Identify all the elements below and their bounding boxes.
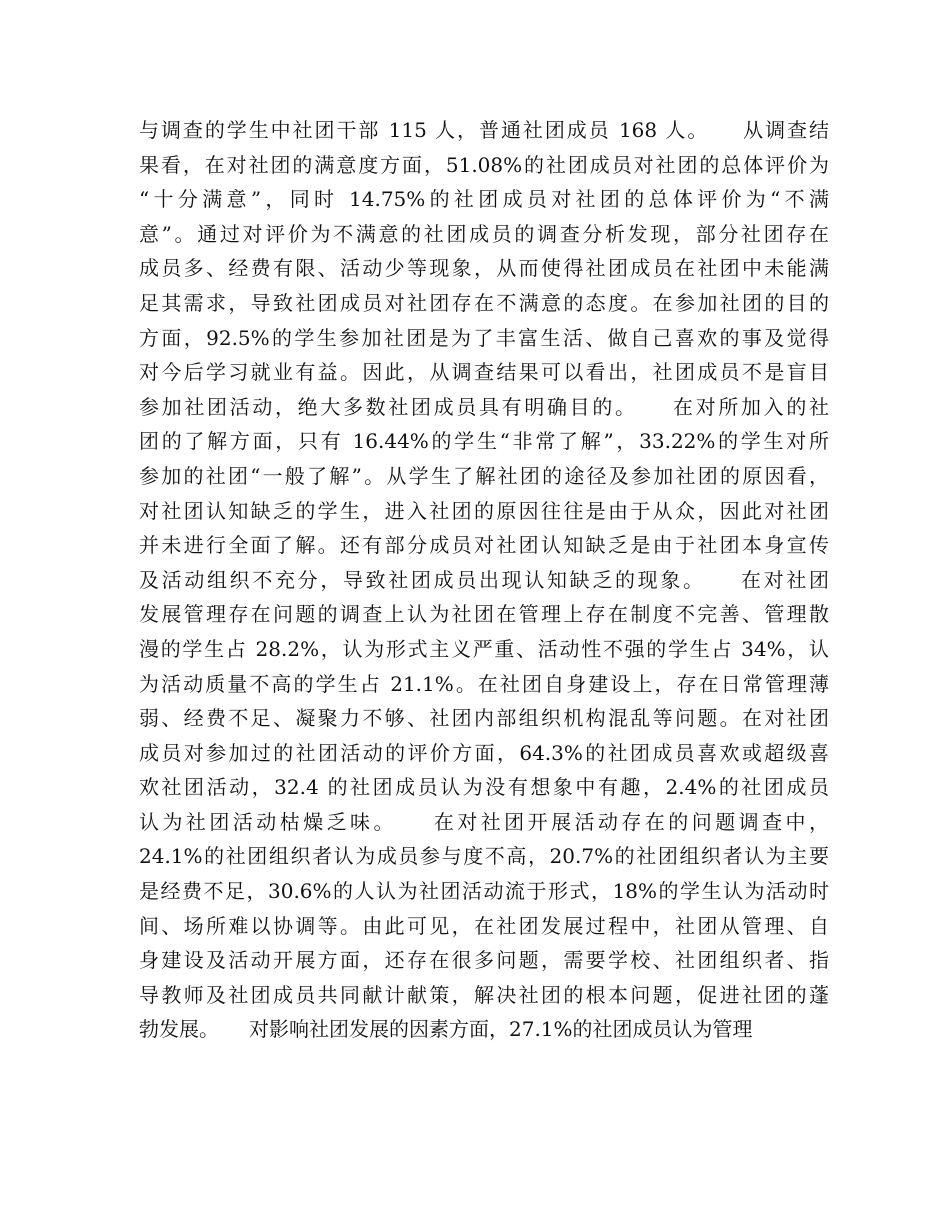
text-line: 为活动质量不高的学生占 21.1%。在社团自身建设上，存在日常管理薄 [139,671,829,696]
text-line: 认为社团活动枯燥乏味。 在对社团开展活动存在的问题调查中， [139,809,829,834]
text-line: 弱、经费不足、凝聚力不够、社团内部组织机构混乱等问题。在对社团 [139,706,829,731]
text-line: 24.1%的社团组织者认为成员参与度不高，20.7%的社团组织者认为主要 [139,844,829,869]
text-line: 是经费不足，30.6%的人认为社团活动流于形式，18%的学生认为活动时 [139,879,829,904]
text-line: 参加社团活动，绝大多数社团成员具有明确目的。 在对所加入的社 [139,394,829,419]
text-line: 对今后学习就业有益。因此，从调查结果可以看出，社团成员不是盲目 [139,360,829,385]
text-line: 对社团认知缺乏的学生，进入社团的原因往往是由于从众，因此对社团 [139,498,829,523]
text-line: 发展管理存在问题的调查上认为社团在管理上存在制度不完善、管理散 [139,602,829,627]
text-line: 果看，在对社团的满意度方面，51.08%的社团成员对社团的总体评价为 [139,152,829,177]
text-line: 方面，92.5%的学生参加社团是为了丰富生活、做自己喜欢的事及觉得 [139,325,829,350]
text-line: 间、场所难以协调等。由此可见，在社团发展过程中，社团从管理、自 [139,913,829,938]
text-line: 团的了解方面，只有 16.44%的学生“非常了解”，33.22%的学生对所 [139,429,829,454]
text-line: 足其需求，导致社团成员对社团存在不满意的态度。在参加社团的目的 [139,290,829,315]
text-line: 及活动组织不充分，导致社团成员出现认知缺乏的现象。 在对社团 [139,567,829,592]
text-line: 意”。通过对评价为不满意的社团成员的调查分析发现，部分社团存在 [139,221,829,246]
text-line: 勃发展。 对影响社团发展的因素方面，27.1%的社团成员认为管理 [139,1017,753,1042]
text-line: 成员对参加过的社团活动的评价方面，64.3%的社团成员喜欢或超级喜 [139,740,829,765]
text-line: “十分满意”，同时 14.75%的社团成员对社团的总体评价为“不满 [139,187,829,212]
text-line: 并未进行全面了解。还有部分成员对社团认知缺乏是由于社团本身宣传 [139,533,829,558]
text-line: 漫的学生占 28.2%，认为形式主义严重、活动性不强的学生占 34%，认 [139,636,829,661]
text-line: 成员多、经费有限、活动少等现象，从而使得社团成员在社团中未能满 [139,256,829,281]
text-line: 欢社团活动，32.4 的社团成员认为没有想象中有趣，2.4%的社团成员 [139,775,829,800]
text-line: 导教师及社团成员共同献计献策，解决社团的根本问题，促进社团的蓬 [139,982,829,1007]
body-text [139,113,829,1047]
text-line: 参加的社团“一般了解”。从学生了解社团的途径及参加社团的原因看， [139,463,829,488]
text-line: 与调查的学生中社团干部 115 人，普通社团成员 168 人。 从调查结 [139,118,829,142]
text-line: 身建设及活动开展方面，还存在很多问题，需要学校、社团组织者、指 [139,948,829,973]
